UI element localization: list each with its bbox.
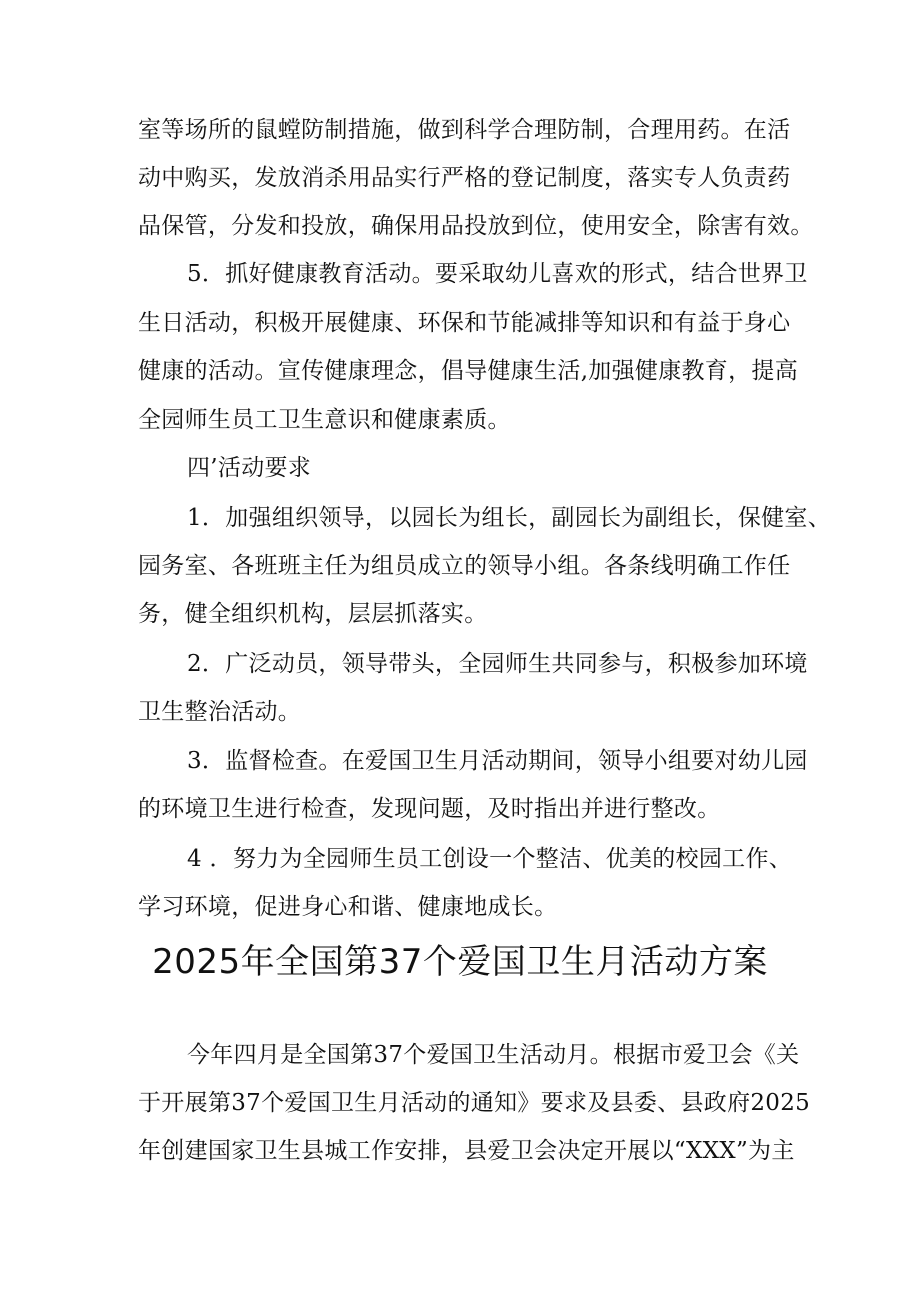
paragraph-line: 2．广泛动员，领导带头，全园师生共同参与，积极参加环境 <box>187 651 808 677</box>
paragraph-line: 3．监督检查。在爱国卫生月活动期间，领导小组要对幼儿园 <box>187 748 808 774</box>
paragraph-line: 的环境卫生进行检查，发现问题，及时指出并进行整改。 <box>138 796 721 822</box>
paragraph-line: 室等场所的鼠螳防制措施，做到科学合理防制，合理用药。在活 <box>138 117 791 143</box>
paragraph-line: 1．加强组织领导，以园长为组长，副园长为副组长，保健室、 <box>187 505 832 531</box>
paragraph-line: 健康的活动。宣传健康理念，倡导健康生活,加强健康教育，提高 <box>138 358 799 384</box>
paragraph-line: 4 ．努力为全园师生员工创设一个整洁、优美的校园工作、 <box>187 846 793 872</box>
paragraph-line: 今年四月是全国第37个爱国卫生活动月。根据市爱卫会《关 <box>187 1042 800 1068</box>
paragraph-line: 学习环境，促进身心和谐、健康地成长。 <box>138 894 558 920</box>
paragraph-line: 于开展第37个爱国卫生月活动的通知》要求及县委、县政府2025 <box>138 1090 811 1116</box>
paragraph-line: 5．抓好健康教育活动。要采取幼儿喜欢的形式，结合世界卫 <box>187 261 808 287</box>
section-heading: 四’活动要求 <box>187 455 312 481</box>
paragraph-line: 园务室、各班班主任为组员成立的领导小组。各条线明确工作任 <box>138 553 791 579</box>
paragraph-line: 生日活动，积极开展健康、环保和节能减排等知识和有益于身心 <box>138 310 791 336</box>
paragraph-line: 卫生整治活动。 <box>138 699 302 725</box>
paragraph-line: 年创建国家卫生县城工作安排，县爱卫会决定开展以“XXX”为主 <box>138 1138 795 1164</box>
document-title: 2025年全国第37个爱国卫生月活动方案 <box>152 942 768 982</box>
paragraph-line: 全园师生员工卫生意识和健康素质。 <box>138 407 511 433</box>
paragraph-line: 务，健全组织机构，层层抓落实。 <box>138 601 488 627</box>
paragraph-line: 品保管，分发和投放，确保用品投放到位，使用安全，除害有效。 <box>138 213 814 239</box>
paragraph-line: 动中购买，发放消杀用品实行严格的登记制度，落实专人负责药 <box>138 165 791 191</box>
